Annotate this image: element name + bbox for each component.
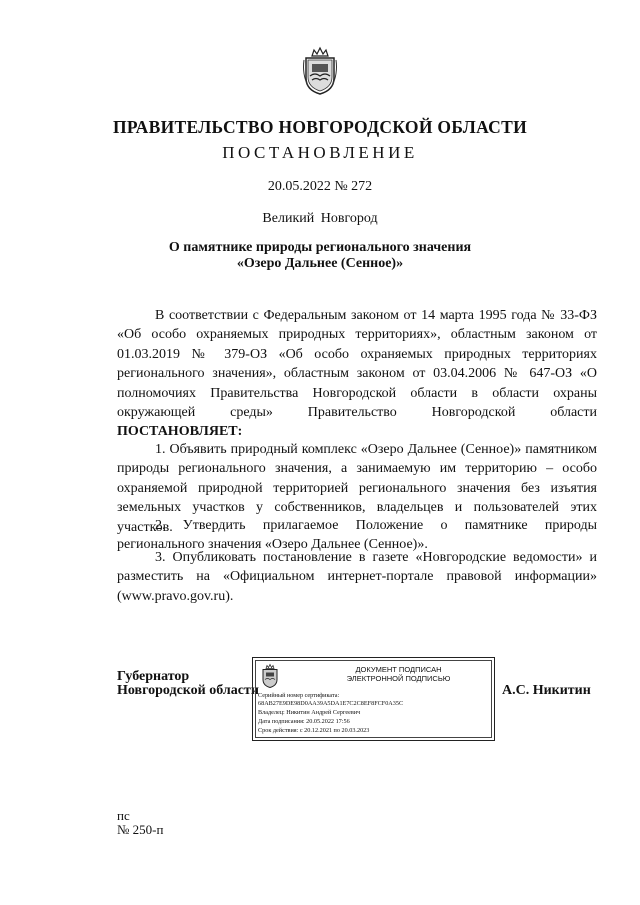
stamp-signed-date: Дата подписания: 20.05.2022 17:56 (258, 718, 350, 725)
stamp-heading-line2: ЭЛЕКТРОННОЙ ПОДПИСЬЮ (346, 674, 451, 683)
intro-text: В соответствии с Федеральным законом от 14 марта 1995 года № 33-ФЗ «Об особо охраняемых природных территориях», областным законом от 01.03.2019 № 379-ОЗ «Об особо охраняемых природных территориях регионального значения», областным законом от 03.04.2006 № 647-ОЗ «О полномочиях Правительства Новгородской области в области охраны окружающей среды» Правительство Новгородской области (117, 308, 597, 421)
organization-name: ПРАВИТЕЛЬСТВО НОВГОРОДСКОЙ ОБЛАСТИ (113, 117, 527, 137)
decree-item-1: 1. Объявить природный комплекс «Озеро Дальнее (Сенное)» памятником природы регионального значения, а занимаемую им территорию – особо охраняемой природной территорией регионального значения без изъятия земельных участков у собственников, владельцев и пользователей этих участков. (117, 442, 597, 535)
stamp-cert-label: Серийный номер сертификата: (258, 692, 340, 699)
decree-item-3: 3. Опубликовать постановление в газете «Новгородские ведомости» и разместить на «Официальном интернет-портале правовой информации» (www.pravo.gov.ru). (117, 550, 597, 604)
footer-code: пс (117, 808, 130, 823)
stamp-validity: Срок действия: с 20.12.2021 по 20.03.2023 (258, 727, 370, 734)
signer-name: А.С. Никитин (502, 683, 591, 698)
document-title-line2: «Озеро Дальнее (Сенное)» (236, 256, 404, 271)
document-city: Великий Новгород (262, 211, 378, 226)
stamp-owner: Владелец: Никитин Андрей Сергеевич (258, 709, 361, 716)
signer-position-line2: Новгородской области (117, 683, 259, 698)
intro-paragraph (117, 306, 597, 442)
decree-item-2: 2. Утвердить прилагаемое Положение о памятнике природы регионального значения «Озеро Дальнее (Сенное)». (117, 518, 597, 553)
footer-number: № 250-п (117, 822, 164, 837)
stamp-heading-line1: ДОКУМЕНТ ПОДПИСАН (355, 665, 442, 674)
coat-of-arms-icon (300, 46, 340, 96)
decree-word: ПОСТАНОВЛЯЕТ: (117, 424, 243, 440)
signer-position-line1: Губернатор (117, 669, 190, 684)
stamp-coat-of-arms-icon (260, 663, 280, 689)
document-type: ПОСТАНОВЛЕНИЕ (222, 143, 418, 162)
stamp-cert-serial: 68AB27E9DE98D0AA39A5DA1E7C2C8EF8FCF0A35C (258, 700, 404, 707)
document-date-number: 20.05.2022 № 272 (267, 179, 373, 194)
electronic-signature-stamp (252, 657, 495, 741)
document-title-line1: О памятнике природы регионального значения (168, 240, 472, 255)
